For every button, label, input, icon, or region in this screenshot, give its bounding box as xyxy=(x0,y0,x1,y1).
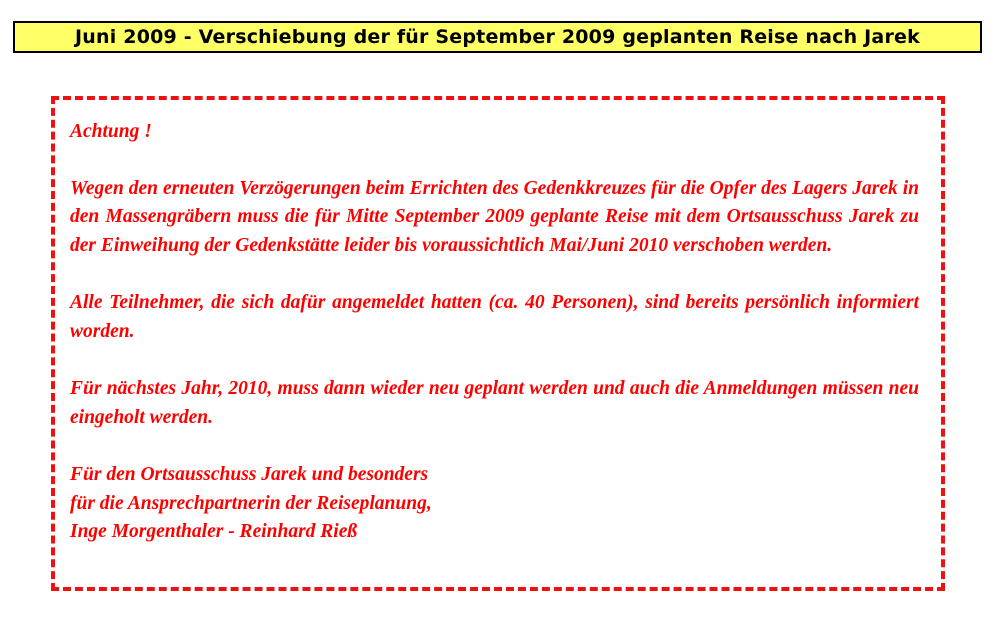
notice-paragraph-participants: Alle Teilnehmer, die sich dafür angemeldet hatten (ca. 40 Personen), sind bereits persönlich informiert worden. xyxy=(70,292,919,342)
notice-heading: Achtung ! xyxy=(70,121,152,142)
signature-names: Inge Morgenthaler - Reinhard Rieß xyxy=(70,521,358,542)
notice-paragraph-postponement: Wegen den erneuten Verzögerungen beim Errichten des Gedenkkreuzes für die Opfer des Lagers Jarek in den Massengräbern muss die für Mitte September 2009 geplante Reise mit dem Ortsausschuss Jarek zu der Einweihung der Gedenkstätte leider bis voraussichtlich Mai/Juni 2010 verschoben werden. xyxy=(70,177,919,256)
notice-content xyxy=(70,118,919,547)
page-title: Juni 2009 - Verschiebung der für September 2009 geplanten Reise nach Jarek xyxy=(75,26,920,48)
signature-block xyxy=(70,461,919,547)
notice-box xyxy=(51,96,945,591)
page-title-banner xyxy=(13,21,982,53)
signature-line-committee: Für den Ortsausschuss Jarek und besonders xyxy=(70,464,429,485)
notice-paragraph-next-year: Für nächstes Jahr, 2010, muss dann wieder neu geplant werden und auch die Anmeldungen müssen neu eingeholt werden. xyxy=(70,378,919,428)
signature-line-contact: für die Ansprechpartnerin der Reiseplanung, xyxy=(70,492,432,514)
